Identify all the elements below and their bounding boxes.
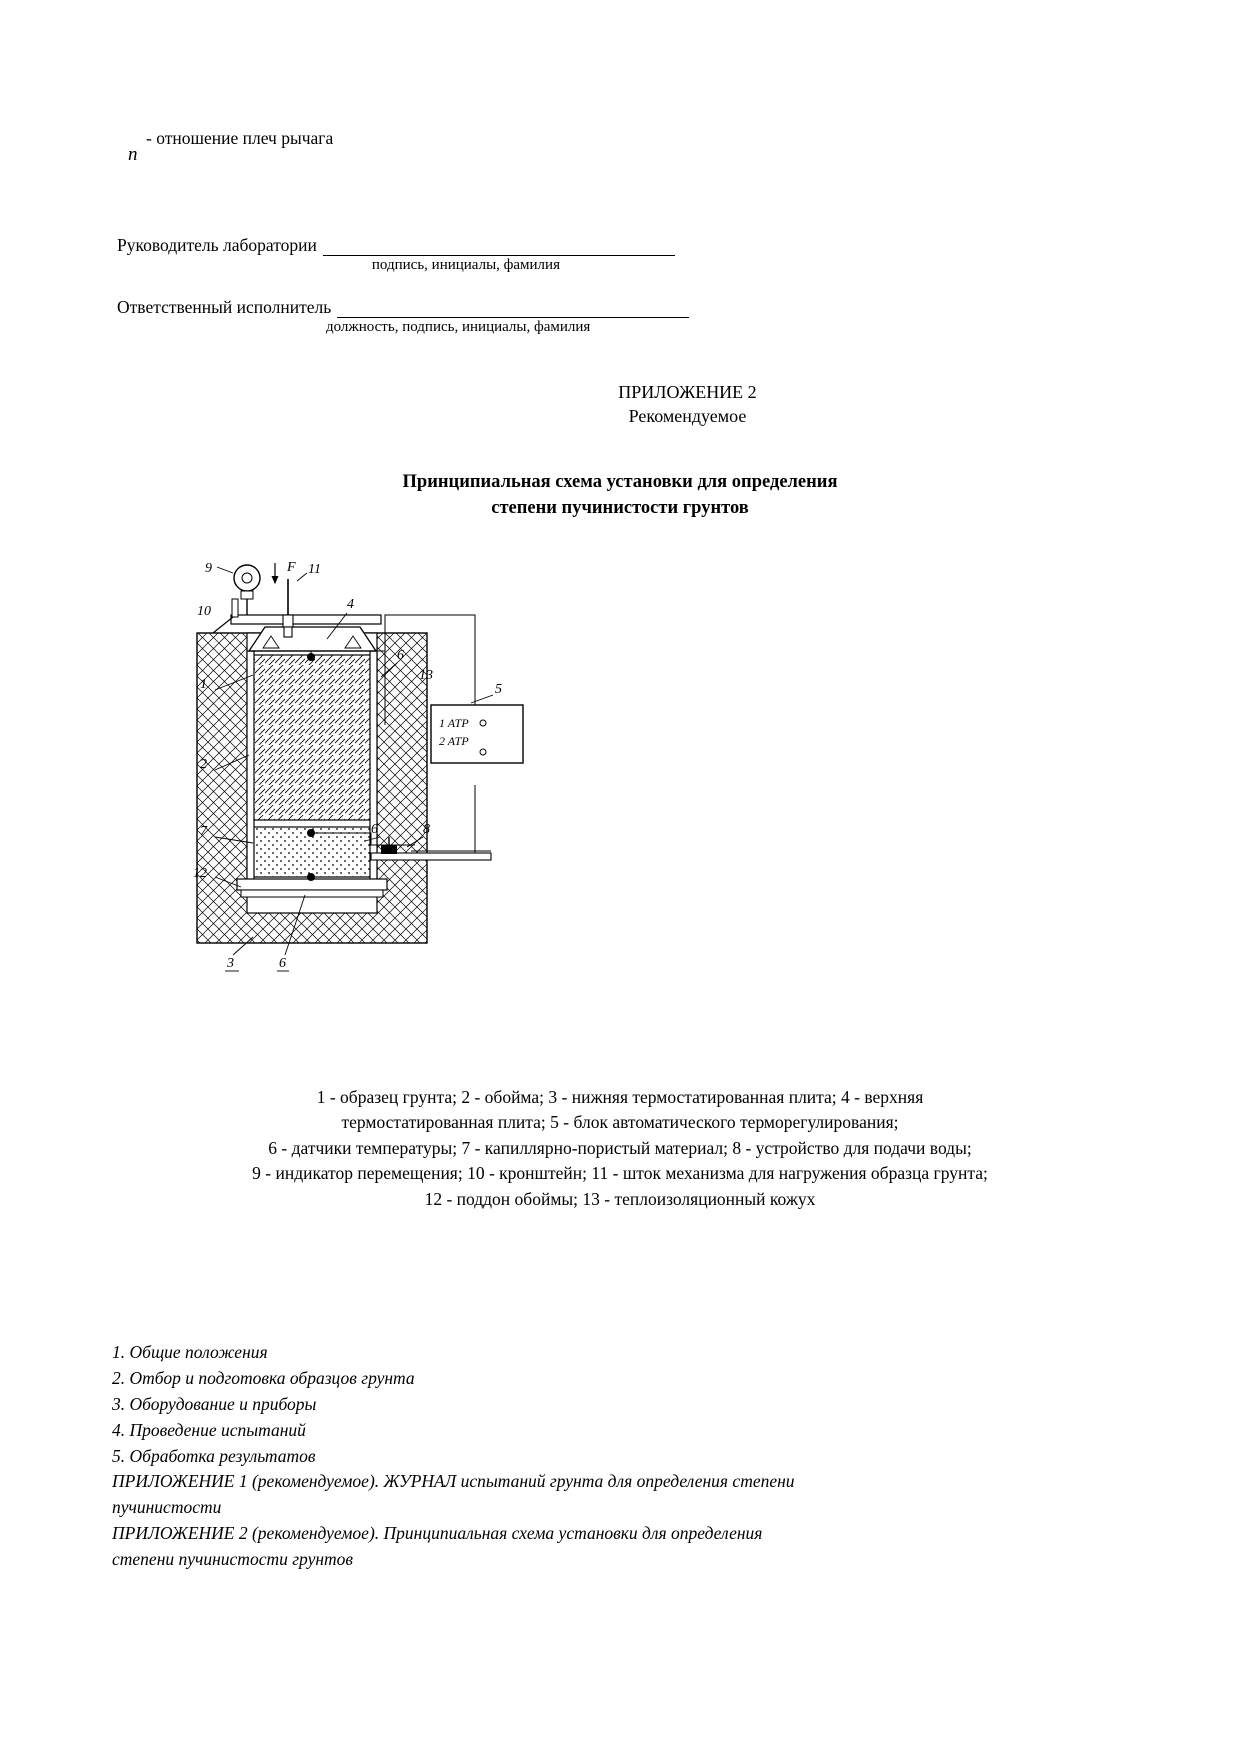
signature-row (117, 297, 689, 318)
figure-callout-11: 11 (308, 562, 321, 577)
legend-line-1: 1 - образец грунта; 2 - обойма; 3 - нижняя термостатированная плита; 4 - верхняя (316, 1087, 924, 1107)
contents-item-appendix-1: ПРИЛОЖЕНИЕ 1 (рекомендуемое). ЖУРНАЛ испытаний грунта для определения степени пучинистости (112, 1471, 795, 1518)
controller-label-row1: 1 ATP (439, 716, 469, 730)
legend-line-5: 12 - поддон обоймы; 13 - теплоизоляционный кожух (424, 1188, 816, 1209)
contents-item-1: 1. Общие положения (112, 1342, 268, 1362)
contents-item-4: 4. Проведение испытаний (112, 1419, 306, 1440)
signature-block-responsible (117, 297, 689, 336)
contents-item-5: 5. Обработка результатов (112, 1445, 316, 1466)
figure-callout-5: 5 (495, 682, 502, 697)
figure-callout-9: 9 (205, 561, 212, 576)
signature-label: Ответственный исполнитель (117, 297, 332, 317)
formula-description: - отношение плеч рычага (146, 128, 334, 148)
controller-label-row2: 2 ATP (439, 734, 469, 748)
figure-callout-F: F (287, 560, 296, 575)
table-of-contents (112, 1340, 812, 1573)
figure-callout-6a: 6 (397, 648, 404, 663)
signature-row (117, 235, 675, 256)
figure-callout-2: 2 (200, 757, 207, 772)
contents-item-3: 3. Оборудование и приборы (112, 1393, 317, 1414)
figure-legend (0, 1085, 1240, 1212)
signature-block-lab-head (117, 235, 675, 274)
appendix-kind: Рекомендуемое (628, 406, 747, 427)
figure-callout-4: 4 (347, 597, 354, 612)
legend-line-2: термостатированная плита; 5 - блок автоматического терморегулирования; (341, 1112, 899, 1133)
figure-callout-6b: 6 (371, 822, 378, 837)
figure-callout-8: 8 (423, 822, 430, 837)
page-title-line-2: степени пучинистости грунтов (491, 497, 749, 518)
appendix-number: ПРИЛОЖЕНИЕ 2 (618, 382, 757, 402)
signature-caption: подпись, инициалы, фамилия (371, 257, 560, 273)
contents-item-2: 2. Отбор и подготовка образцов грунта (112, 1367, 415, 1388)
formula-symbol-n: n (128, 144, 138, 165)
figure-callout-10: 10 (197, 604, 211, 619)
signature-rule (323, 242, 675, 256)
legend-line-3: 6 - датчики температуры; 7 - капиллярно-пористый материал; 8 - устройство для подачи воды; (268, 1137, 972, 1158)
signature-rule (337, 304, 689, 318)
contents-item-appendix-2: ПРИЛОЖЕНИЕ 2 (рекомендуемое). Принципиальная схема установки для определения степени пучинистости грунтов (112, 1523, 763, 1570)
figure-callout-3: 3 (227, 956, 234, 971)
legend-line-4: 9 - индикатор перемещения; 10 - кронштейн; 11 - шток механизма для нагружения образца грунта; (252, 1163, 988, 1184)
signature-label: Руководитель лаборатории (117, 235, 317, 255)
installation-scheme-figure (175, 555, 605, 1015)
figure-callout-7: 7 (200, 824, 207, 839)
figure-callout-6c: 6 (279, 956, 286, 971)
appendix-header (0, 380, 1240, 429)
figure-callout-1: 1 (200, 677, 207, 692)
signature-caption: должность, подпись, инициалы, фамилия (325, 319, 591, 335)
page-title (0, 470, 1240, 522)
figure-callout-12: 12 (193, 866, 207, 881)
figure-callout-13: 13 (419, 668, 433, 683)
page-title-line-1: Принципиальная схема установки для определения (402, 472, 838, 492)
